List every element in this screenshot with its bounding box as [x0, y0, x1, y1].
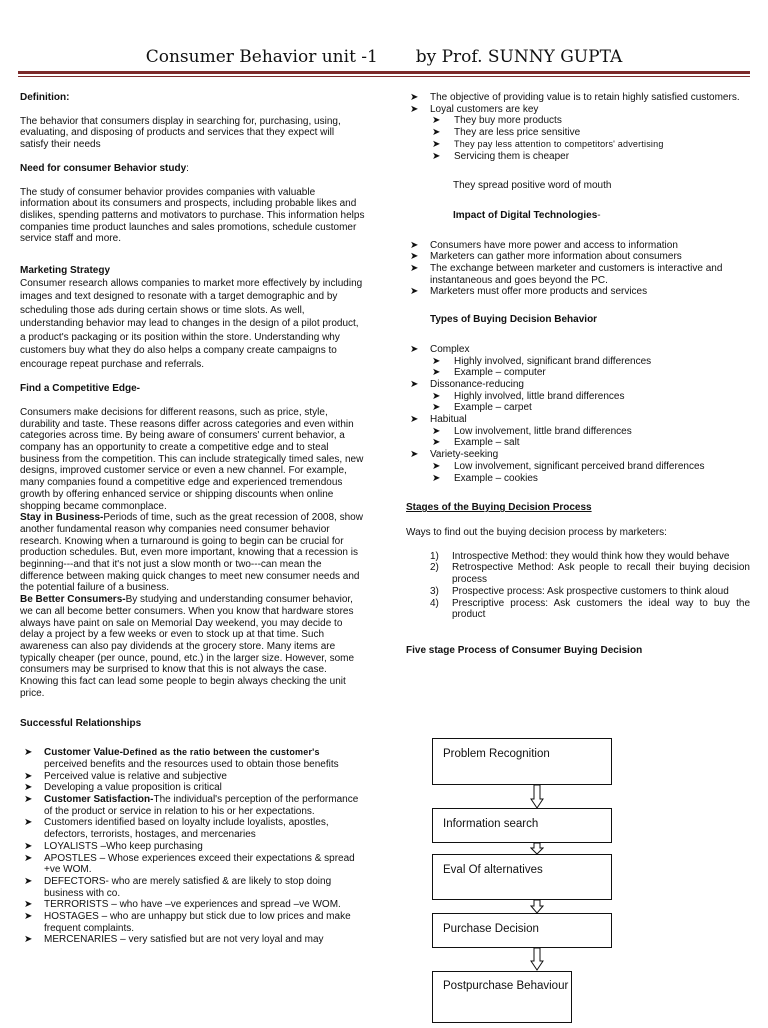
sub-item-text: They buy more products [454, 115, 562, 127]
arrowhead-bullet-icon: ➤ [432, 390, 441, 402]
arrowhead-bullet-icon: ➤ [24, 852, 33, 864]
arrowhead-bullet-icon: ➤ [432, 402, 441, 414]
customer-satisfaction-label: Customer Satisfaction- [44, 794, 154, 806]
arrowhead-bullet-icon: ➤ [432, 150, 441, 162]
method-text: Introspective Method: they would think how they would behave [452, 550, 730, 562]
type-sub-1-0 [406, 391, 750, 403]
types-heading: Types of Buying Decision Behavior [430, 314, 598, 326]
sub-item-text: Low involvement, little brand differences [454, 425, 632, 437]
arrowhead-bullet-icon: ➤ [24, 899, 33, 911]
arrowhead-bullet-icon: ➤ [24, 782, 33, 794]
title-rule-thick [18, 71, 750, 74]
digital-heading: Impact of Digital Technologies [453, 209, 598, 221]
list-item-text: The objective of providing value is to retain highly satisfied customers. [430, 92, 740, 103]
ways-text: Ways to find out the buying decision process by marketers: [406, 526, 667, 538]
arrowhead-bullet-icon: ➤ [410, 414, 419, 426]
customer-value-label: Customer Value- [44, 747, 123, 759]
list-item-loyalists [20, 841, 365, 853]
arrowhead-bullet-icon: ➤ [432, 138, 441, 150]
need-heading: Need for consumer Behavior study [20, 162, 187, 174]
sub-item-text: Example – cookies [454, 472, 538, 484]
method-text: Prospective process: Ask prospective customers to think aloud [452, 585, 729, 597]
method-number: 4) [430, 597, 439, 609]
down-arrow-icon [530, 948, 544, 972]
relationships-heading: Successful Relationships [20, 717, 142, 729]
arrowhead-bullet-icon: ➤ [432, 460, 441, 472]
list-item-mercenaries [20, 934, 365, 946]
spread-text: They spread positive word of mouth [453, 180, 612, 192]
list-item-developing [20, 782, 365, 794]
list-item-text: DEFECTORS- who are merely satisfied & are likely to stop doing business with co. [44, 875, 332, 899]
arrowhead-bullet-icon: ➤ [432, 425, 441, 437]
flow-box-purchase-decision [432, 913, 612, 948]
digital-item-3 [406, 286, 750, 298]
list-item-text: The exchange between marketer and customers is interactive and instantaneous and goes beyond the PC. [430, 263, 723, 286]
sub-item-text: They pay less attention to competitors' advertising [454, 138, 664, 149]
type-sub-3-0 [406, 461, 750, 473]
arrowhead-bullet-icon: ➤ [24, 911, 33, 923]
type-label: Variety-seeking [430, 449, 499, 461]
sub-item-text: Example – salt [454, 437, 520, 449]
sub-item-text: Highly involved, significant brand differences [454, 355, 652, 367]
sub-item-loyal-1 [406, 127, 750, 139]
list-item-identified [20, 817, 365, 840]
type-sub-2-1 [406, 437, 750, 449]
arrowhead-bullet-icon: ➤ [410, 92, 419, 103]
list-item-text: TERRORISTS – who have –ve experiences and spread –ve WOM. [44, 899, 341, 911]
sub-item-text: Example – carpet [454, 402, 532, 414]
type-label: Complex [430, 343, 470, 355]
arrowhead-bullet-icon: ➤ [410, 239, 419, 251]
arrowhead-bullet-icon: ➤ [410, 449, 419, 461]
arrowhead-bullet-icon: ➤ [410, 378, 419, 390]
arrowhead-bullet-icon: ➤ [24, 934, 33, 946]
method-text: Retrospective Method: Ask people to recall their buying decision process [452, 562, 750, 586]
method-item-3 [406, 598, 750, 621]
list-item-perceived [20, 771, 365, 783]
list-item-text: Perceived value is relative and subjective [44, 770, 227, 782]
type-item-1 [406, 379, 750, 391]
list-item-text: Marketers can gather more information about consumers [430, 251, 682, 263]
business-text: Periods of time, such as the great recession of 2008, show another fundamental reason why companies need consumer behavior research. Knowing when a turnaround is going to begin can be crucial for production schedules. But, even more important, knowing that a recession is beginning---and that it's not just a slow month or two---can mean the difference between making quick changes to meet new consumer needs and the potential failure of a business. [20, 512, 363, 594]
business-paragraph [20, 512, 365, 594]
flow-box-label: Information search [443, 818, 539, 830]
right-column [406, 92, 750, 657]
customer-satisfaction-text: The individual's perception of the performance of the product or service in relation to his or her expectations. [44, 794, 359, 817]
sub-item-loyal-3 [406, 151, 750, 163]
sub-item-loyal-2 [406, 139, 750, 151]
list-item-hostages [20, 911, 365, 934]
type-sub-1-1 [406, 402, 750, 414]
arrowhead-bullet-icon: ➤ [410, 286, 419, 298]
customer-value-text: perceived benefits and the resources used to obtain those benefits [44, 758, 339, 770]
title-rule-thin [18, 76, 750, 77]
need-text: The study of consumer behavior provides companies with valuable information about its consumers and prospects, including probable likes and dislikes, spending patterns and motivators to purchase. This information helps companies time product launches and sales promotions, schedule customer service staff and more. [20, 186, 365, 245]
flow-box-label: Purchase Decision [443, 923, 539, 935]
list-item-customer-satisfaction [20, 794, 365, 817]
list-item-text: APOSTLES – Whose experiences exceed their expectations & spread +ve WOM. [44, 852, 355, 876]
arrowhead-bullet-icon: ➤ [410, 103, 419, 115]
list-item-text: Developing a value proposition is critical [44, 782, 222, 794]
arrowhead-bullet-icon: ➤ [432, 367, 441, 379]
arrowhead-bullet-icon: ➤ [432, 472, 441, 484]
arrowhead-bullet-icon: ➤ [410, 263, 419, 275]
definition-heading: Definition: [20, 92, 70, 103]
five-stage-heading: Five stage Process of Consumer Buying Decision [406, 644, 643, 656]
flow-box-eval-alternatives [432, 854, 612, 900]
arrowhead-bullet-icon: ➤ [410, 343, 419, 355]
method-item-0 [406, 551, 750, 563]
type-item-2 [406, 414, 750, 426]
flow-box-label: Eval Of alternatives [443, 864, 543, 876]
list-item-text: Loyal customers are key [430, 103, 539, 115]
arrowhead-bullet-icon: ➤ [24, 770, 33, 782]
sub-item-text: Servicing them is cheaper [454, 150, 570, 162]
arrowhead-bullet-icon: ➤ [432, 127, 441, 139]
arrowhead-bullet-icon: ➤ [24, 747, 33, 759]
type-sub-3-1 [406, 473, 750, 485]
list-item-customer-value [20, 747, 365, 770]
type-item-0 [406, 344, 750, 356]
sub-item-loyal-0 [406, 115, 750, 127]
need-colon: : [186, 162, 189, 174]
sub-item-text: They are less price sensitive [454, 127, 581, 139]
type-sub-2-0 [406, 426, 750, 438]
type-sub-0-0 [406, 356, 750, 368]
better-paragraph [20, 594, 365, 699]
list-item-apostles [20, 853, 365, 876]
type-label: Dissonance-reducing [430, 378, 524, 390]
arrowhead-bullet-icon: ➤ [432, 437, 441, 449]
method-item-2 [406, 586, 750, 598]
method-number: 2) [430, 562, 439, 574]
list-item-text: Marketers must offer more products and services [430, 286, 648, 298]
flow-box-information-search [432, 808, 612, 843]
buying-process-flowchart [432, 738, 614, 1028]
list-item-text: LOYALISTS –Who keep purchasing [44, 840, 203, 852]
sub-item-text: Example – computer [454, 367, 546, 379]
method-number: 1) [430, 550, 439, 562]
competitive-heading: Find a Competitive Edge- [20, 383, 141, 395]
list-item-text: Customers identified based on loyalty include loyalists, apostles, defectors, terrorists, hostages, and mercenaries [44, 817, 329, 841]
list-item-defectors [20, 876, 365, 899]
arrowhead-bullet-icon: ➤ [24, 875, 33, 887]
list-item-loyal [406, 104, 750, 116]
list-item-text: Consumers have more power and access to information [430, 239, 678, 251]
arrowhead-bullet-icon: ➤ [432, 355, 441, 367]
list-item-objective [406, 92, 750, 104]
digital-item-0 [406, 240, 750, 252]
sub-item-text: Highly involved, little brand differences [454, 390, 625, 402]
left-column [20, 92, 365, 946]
business-heading: Stay in Business- [20, 512, 104, 524]
down-arrow-icon [530, 785, 544, 809]
list-item-terrorists [20, 899, 365, 911]
method-number: 3) [430, 585, 439, 597]
arrowhead-bullet-icon: ➤ [24, 840, 33, 852]
flow-box-postpurchase [432, 971, 572, 1023]
type-sub-0-1 [406, 367, 750, 379]
list-item-text: HOSTAGES – who are unhappy but stick due to low prices and make frequent complaints. [44, 911, 351, 934]
method-item-1 [406, 562, 750, 585]
better-heading: Be Better Consumers- [20, 594, 126, 606]
down-arrow-icon [530, 900, 544, 914]
list-item-text: MERCENARIES – very satisfied but are not very loyal and may [44, 934, 324, 946]
arrowhead-bullet-icon: ➤ [24, 817, 33, 829]
digital-dash: - [597, 209, 601, 221]
marketing-text: Consumer research allows companies to market more effectively by including images and text designed to resonate with a target demographic and by scheduling those ads during certain shows or time slots. As well, understanding behavior may lead to changes in the design of a pilot product, a product's packaging or its position within the store. Understanding why customers buy what they do also helps a company create campaigns to encourage repeat purchase and referrals. [20, 277, 363, 370]
arrowhead-bullet-icon: ➤ [432, 115, 441, 127]
arrowhead-bullet-icon: ➤ [410, 251, 419, 263]
competitive-text: Consumers make decisions for different reasons, such as price, style, durability and taste. These reasons differ across categories and even within categories across time. By being aware of consumers' current behavior, a company has an opportunity to create a competitive edge and to steal business from the competition. This can include strategically timed sales, new designs, improved customer service or even a new channel. For example, many companies found a competitive edge and experienced tremendous growth by offering enhanced service or shipping discounts when online shopping became commonplace. [20, 406, 364, 512]
page-title: Consumer Behavior unit -1 by Prof. SUNNY GUPTA [145, 47, 623, 67]
flow-box-problem-recognition [432, 738, 612, 785]
method-text: Prescriptive process: Ask customers the ideal way to buy the product [452, 597, 750, 621]
flow-box-label: Postpurchase Behaviour [443, 980, 569, 992]
sub-item-text: Low involvement, significant perceived brand differences [454, 460, 705, 472]
digital-item-2 [406, 263, 750, 286]
stages-heading: Stages of the Buying Decision Process [406, 502, 592, 514]
better-text: By studying and understanding consumer behavior, we can all become better consumers. When you know that hardware stores always have paint on sale on Memorial Day weekend, you may decide to delay a project by a few weeks or even to stock up at that time. Such awareness can also pay dividends at the grocery store. Many items are typically cheaper (per ounce, pound, etc.) in the larger size. However, some consumers may be surprised to know that this is not always the case. Knowing this fact can lead some people to begin always checking the unit price. [20, 594, 355, 699]
digital-item-1 [406, 251, 750, 263]
customer-value-small: Defined as the ratio between the customer's [122, 747, 320, 758]
flow-box-label: Problem Recognition [443, 748, 550, 760]
type-label: Habitual [430, 414, 467, 426]
definition-text: The behavior that consumers display in searching for, purchasing, using, evaluating, and disposing of products and services that they expect will satisfy their needs [20, 115, 341, 151]
need-heading-line [20, 163, 365, 175]
marketing-heading: Marketing Strategy [20, 265, 111, 277]
digital-heading-line [406, 210, 750, 222]
type-item-3 [406, 449, 750, 461]
arrowhead-bullet-icon: ➤ [24, 794, 33, 806]
